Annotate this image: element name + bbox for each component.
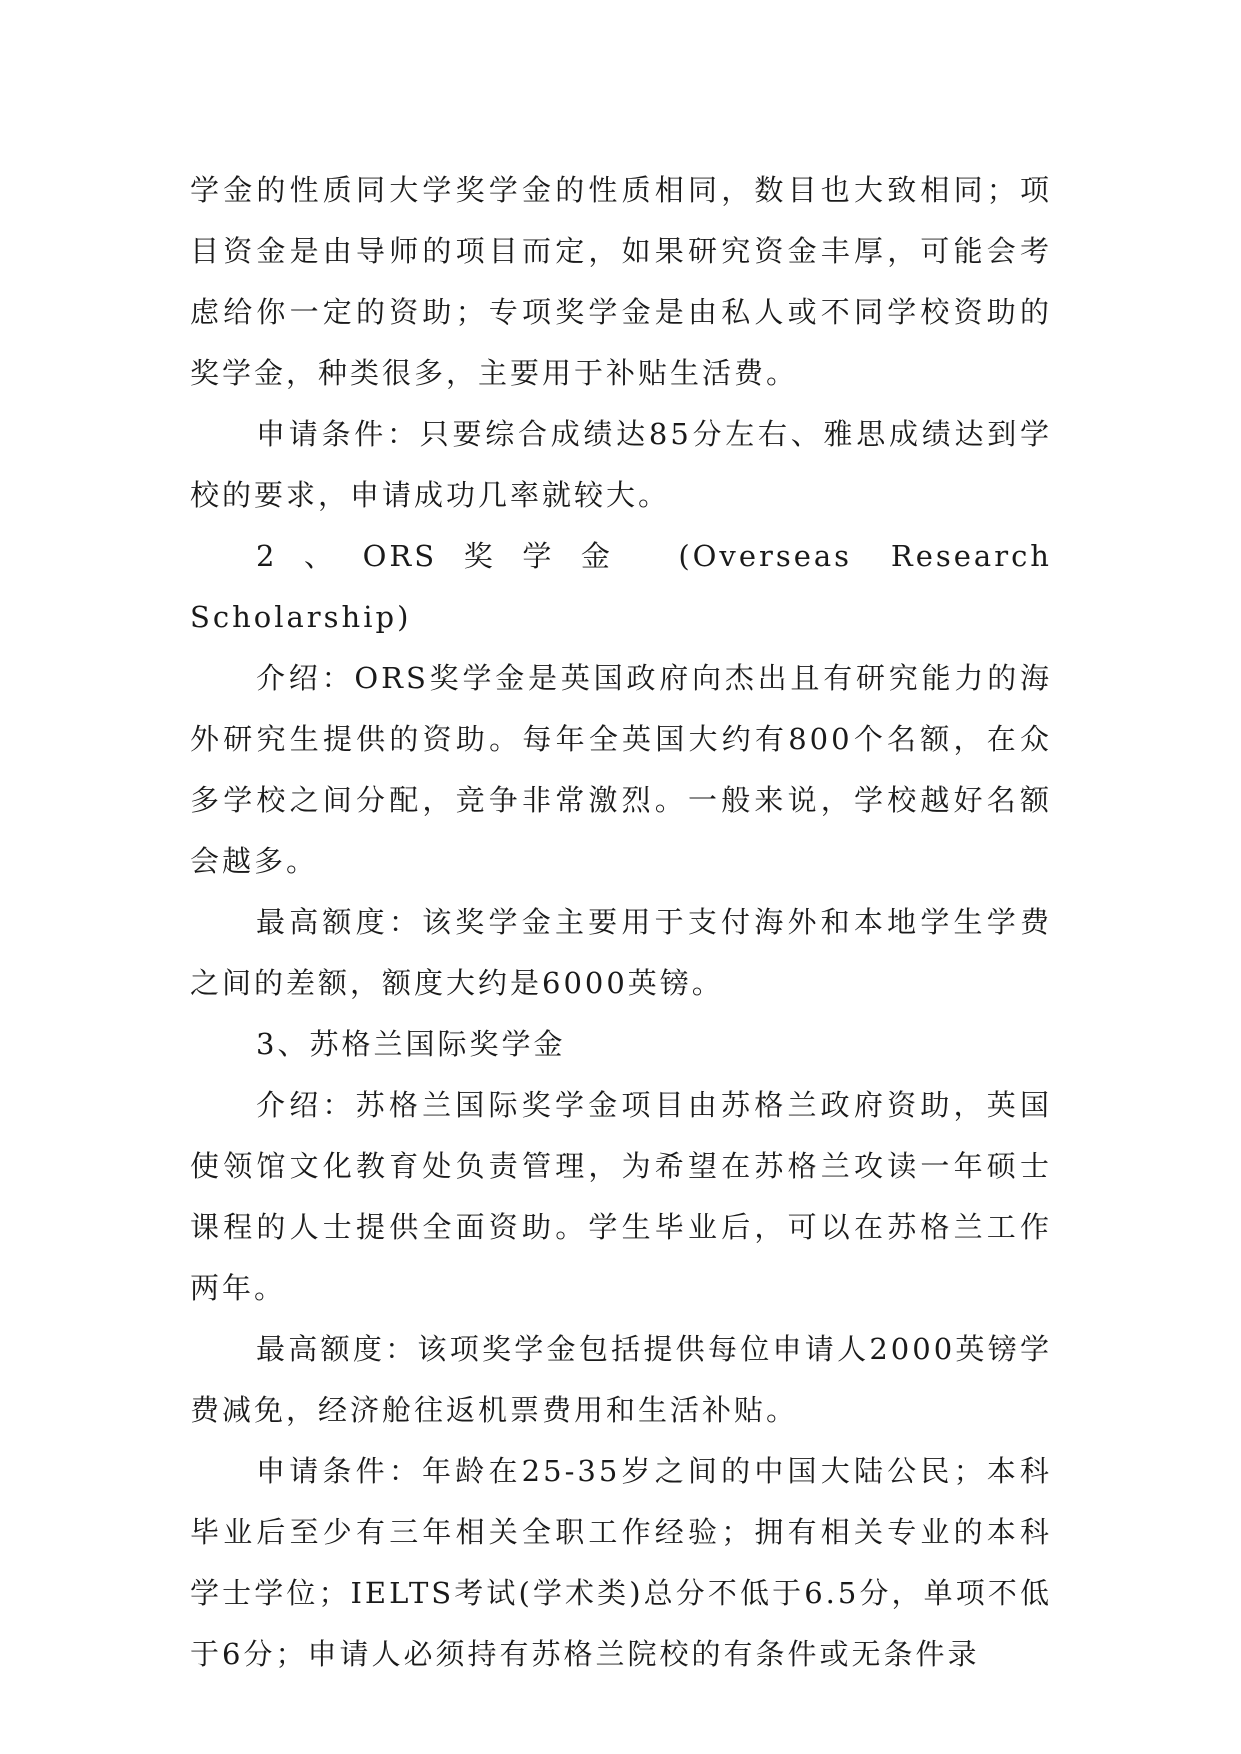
document-body [190, 160, 1052, 1685]
paragraph-ors-intro: 介绍：ORS奖学金是英国政府向杰出且有研究能力的海外研究生提供的资助。每年全英国大约有800个名额，在众多学校之间分配，竞争非常激烈。一般来说，学校越好名额会越多。 [190, 661, 1052, 878]
paragraph-ors-max-amount: 最高额度：该奖学金主要用于支付海外和本地学生学费之间的差额，额度大约是6000英镑。 [190, 905, 1052, 1000]
paragraph-scotland-conditions: 申请条件：年龄在25-35岁之间的中国大陆公民；本科毕业后至少有三年相关全职工作经验；拥有相关专业的本科学士学位；IELTS考试(学术类)总分不低于6.5分，单项不低于6分；申请人必须持有苏格兰院校的有条件或无条件录 [190, 1454, 1052, 1671]
heading-ors-scholarship: 2、ORS奖学金 (Overseas Research Scholarship) [190, 539, 1052, 634]
heading-scotland-scholarship: 3、苏格兰国际奖学金 [256, 1027, 566, 1061]
paragraph-scotland-intro: 介绍：苏格兰国际奖学金项目由苏格兰政府资助，英国使领馆文化教育处负责管理，为希望在苏格兰攻读一年硕士课程的人士提供全面资助。学生毕业后，可以在苏格兰工作两年。 [190, 1088, 1052, 1305]
paragraph-scotland-max-amount: 最高额度：该项奖学金包括提供每位申请人2000英镑学费减免，经济舱往返机票费用和生活补贴。 [190, 1332, 1052, 1427]
paragraph-application-conditions: 申请条件：只要综合成绩达85分左右、雅思成绩达到学校的要求，申请成功几率就较大。 [190, 417, 1052, 512]
paragraph-scholarship-types: 学金的性质同大学奖学金的性质相同，数目也大致相同；项目资金是由导师的项目而定，如果研究资金丰厚，可能会考虑给你一定的资助；专项奖学金是由私人或不同学校资助的奖学金，种类很多，主要用于补贴生活费。 [190, 173, 1052, 390]
